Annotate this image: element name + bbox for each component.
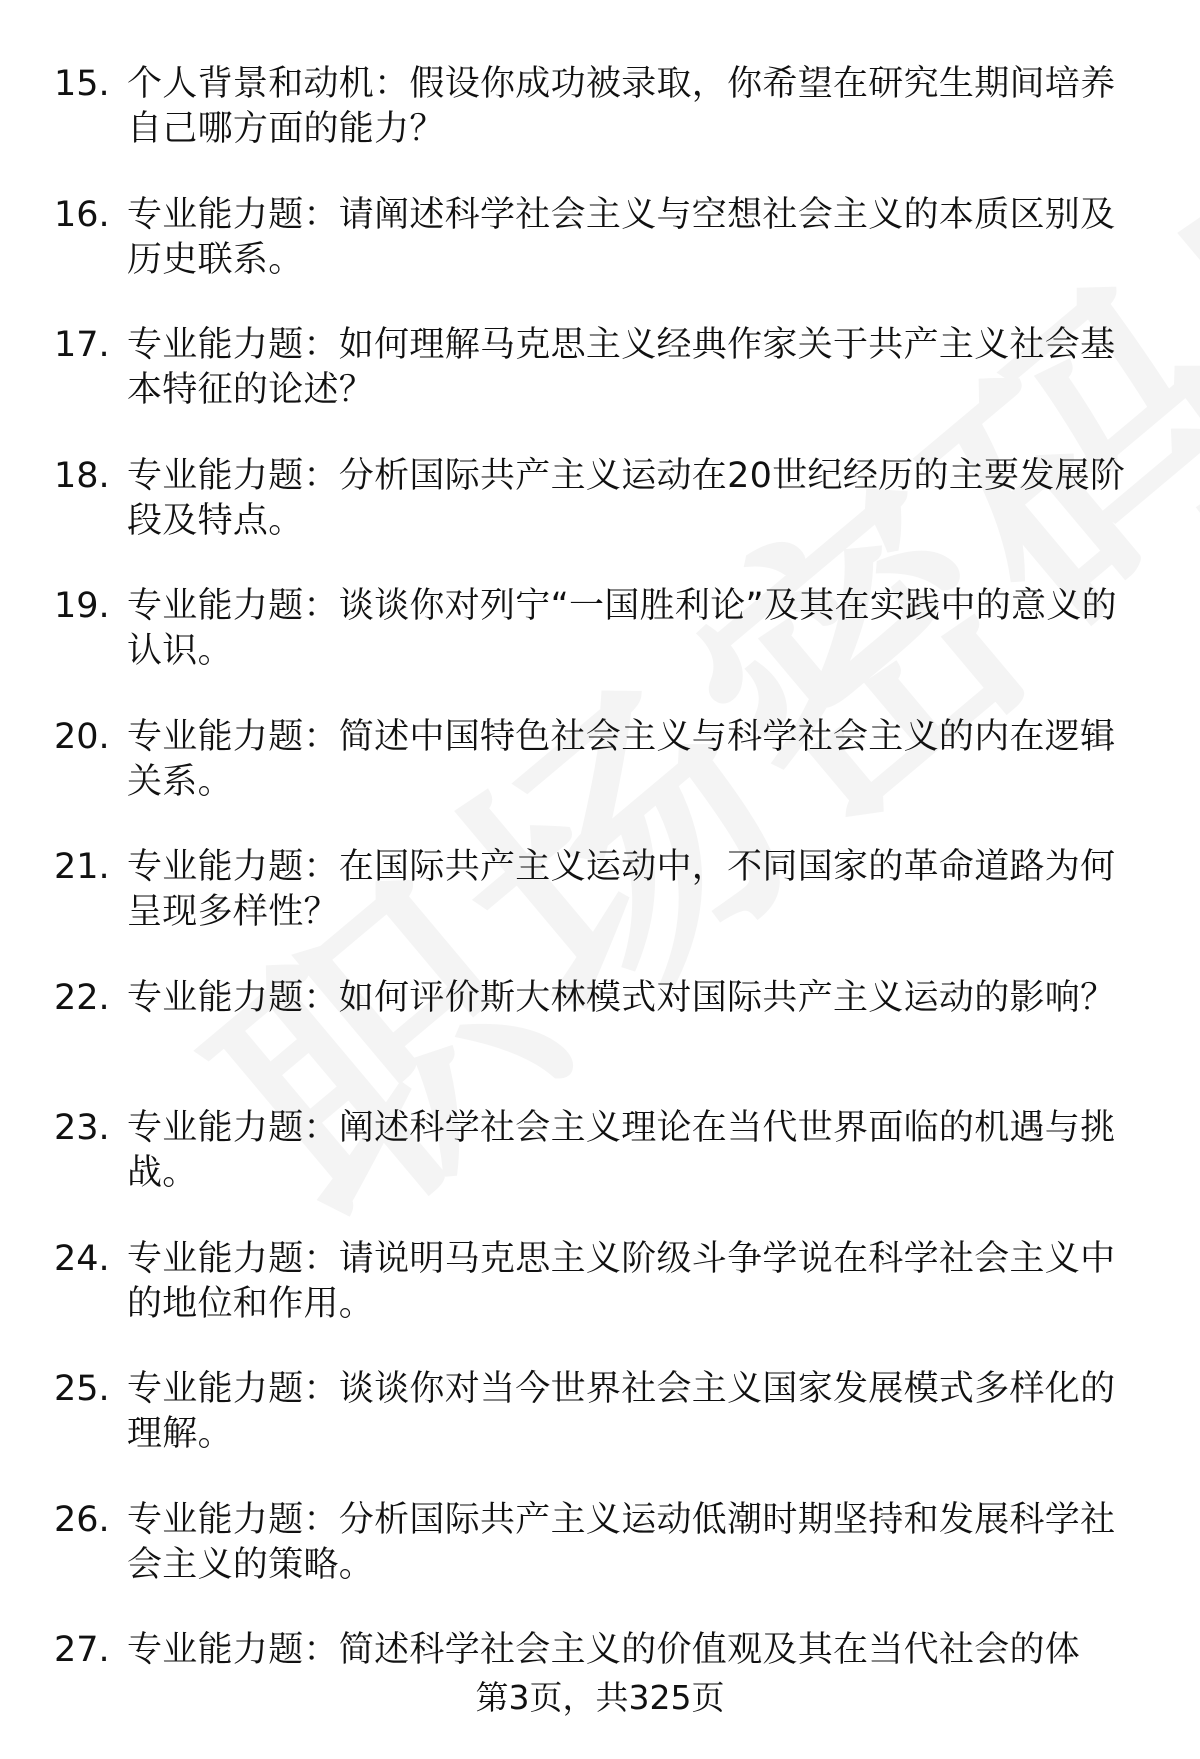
question-text: 专业能力题：分析国际共产主义运动低潮时期坚持和发展科学社会主义的策略。 — [127, 1499, 1116, 1585]
question-number: 25. — [54, 1369, 110, 1409]
list-item — [0, 193, 1200, 324]
page-footer — [0, 1678, 1200, 1718]
question-number: 17. — [54, 325, 110, 365]
question-text: 个人背景和动机：假设你成功被录取，你希望在研究生期间培养自己哪方面的能力？ — [127, 64, 1116, 149]
question-text: 专业能力题：谈谈你对当今世界社会主义国家发展模式多样化的理解。 — [127, 1369, 1116, 1454]
question-number: 20. — [54, 716, 110, 757]
list-item — [0, 715, 1200, 846]
list-item — [0, 845, 1200, 976]
question-list — [0, 62, 1200, 1759]
list-item — [0, 1367, 1200, 1498]
question-text: 专业能力题：在国际共产主义运动中，不同国家的革命道路为何呈现多样性？ — [127, 847, 1116, 932]
question-number: 23. — [54, 1108, 110, 1148]
list-item — [0, 62, 1200, 193]
list-item — [0, 323, 1200, 454]
question-text: 专业能力题：如何理解马克思主义经典作家关于共产主义社会基本特征的论述？ — [127, 325, 1116, 410]
question-text: 专业能力题：请阐述科学社会主义与空想社会主义的本质区别及历史联系。 — [127, 194, 1116, 280]
question-number: 21. — [54, 847, 110, 887]
page-number-label: 第3页，共325页 — [475, 1678, 725, 1717]
question-number: 24. — [54, 1238, 110, 1279]
list-item — [0, 1106, 1200, 1237]
question-number: 16. — [54, 194, 110, 235]
list-item — [0, 976, 1200, 1107]
question-text: 专业能力题：简述中国特色社会主义与科学社会主义的内在逻辑关系。 — [127, 716, 1116, 802]
question-number: 19. — [54, 586, 110, 626]
question-number: 15. — [54, 64, 110, 104]
question-text: 专业能力题：谈谈你对列宁“一国胜利论”及其在实践中的意义的认识。 — [127, 586, 1117, 671]
list-item — [0, 454, 1200, 585]
list-item — [0, 1237, 1200, 1368]
list-item — [0, 1498, 1200, 1629]
question-text: 专业能力题：如何评价斯大林模式对国际共产主义运动的影响？ — [127, 977, 1116, 1018]
question-number: 27. — [54, 1630, 110, 1670]
question-text: 专业能力题：阐述科学社会主义理论在当代世界面临的机遇与挑战。 — [127, 1108, 1116, 1193]
question-text: 专业能力题：请说明马克思主义阶级斗争学说在科学社会主义中的地位和作用。 — [127, 1238, 1116, 1324]
question-text: 专业能力题：分析国际共产主义运动在20世纪经历的主要发展阶段及特点。 — [127, 455, 1126, 541]
question-number: 22. — [54, 977, 110, 1018]
question-number: 26. — [54, 1499, 110, 1540]
question-number: 18. — [54, 455, 110, 496]
question-text: 专业能力题：简述科学社会主义的价值观及其在当代社会的体 — [127, 1630, 1081, 1670]
list-item — [0, 584, 1200, 715]
